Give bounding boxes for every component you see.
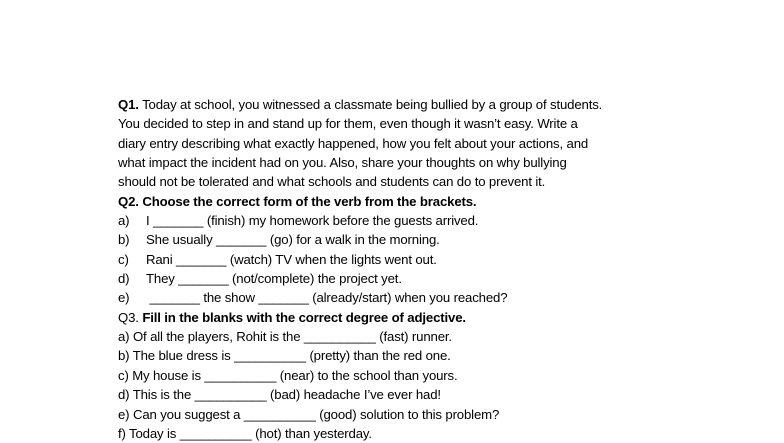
q3-heading-line [118, 308, 678, 327]
list-marker: c) [118, 251, 129, 267]
q2-item-text: I _______ (finish) my homework before the guests arrived. [146, 213, 479, 229]
q2-item [118, 269, 678, 288]
q1-label: Q1. [118, 97, 139, 112]
list-marker: d) [118, 271, 130, 287]
q3-item: e) Can you suggest a __________ (good) solution to this problem? [118, 406, 500, 422]
q3-heading: Fill in the blanks with the correct degree of adjective. [142, 309, 466, 325]
q2-item [118, 211, 678, 230]
q2-heading: Q2. Choose the correct form of the verb from the brackets. [118, 193, 477, 209]
list-marker: a) [118, 213, 130, 229]
q1-text-line: You decided to step in and stand up for them, even though it wasn’t easy. Write a [118, 116, 578, 132]
q3-item: a) Of all the players, Rohit is the __________ (fast) runner. [118, 329, 452, 345]
q2-item-text: She usually _______ (go) for a walk in the morning. [146, 232, 440, 248]
worksheet [118, 95, 678, 443]
q1-text-line: what impact the incident had on you. Also, share your thoughts on why bullying [118, 155, 567, 171]
q1-line-1 [118, 95, 678, 114]
q3-item: d) This is the __________ (bad) headache I’ve ever had! [118, 387, 441, 403]
list-marker: b) [118, 232, 130, 248]
list-marker: e) [118, 290, 130, 306]
q2-item-text: Rani _______ (watch) TV when the lights went out. [146, 251, 437, 267]
q3-item: f) Today is __________ (hot) than yesterday. [118, 425, 372, 441]
q2-item-text: They _______ (not/complete) the project yet. [146, 271, 402, 287]
q2-item [118, 250, 678, 269]
q3-label: Q3. [118, 309, 143, 325]
q2-item [118, 230, 678, 249]
q1-text-line: diary entry describing what exactly happened, how you felt about your actions, and [118, 135, 589, 151]
q3-item: c) My house is __________ (near) to the school than yours. [118, 367, 458, 383]
q1-text-line: should not be tolerated and what schools and students can do to prevent it. [118, 174, 546, 190]
q3-item: b) The blue dress is __________ (pretty) than the red one. [118, 348, 451, 364]
q2-item-text: _______ the show _______ (already/start) when you reached? [146, 290, 508, 306]
q1-text-line: Today at school, you witnessed a classmate being bullied by a group of students. [138, 97, 603, 112]
q2-item [118, 288, 678, 307]
